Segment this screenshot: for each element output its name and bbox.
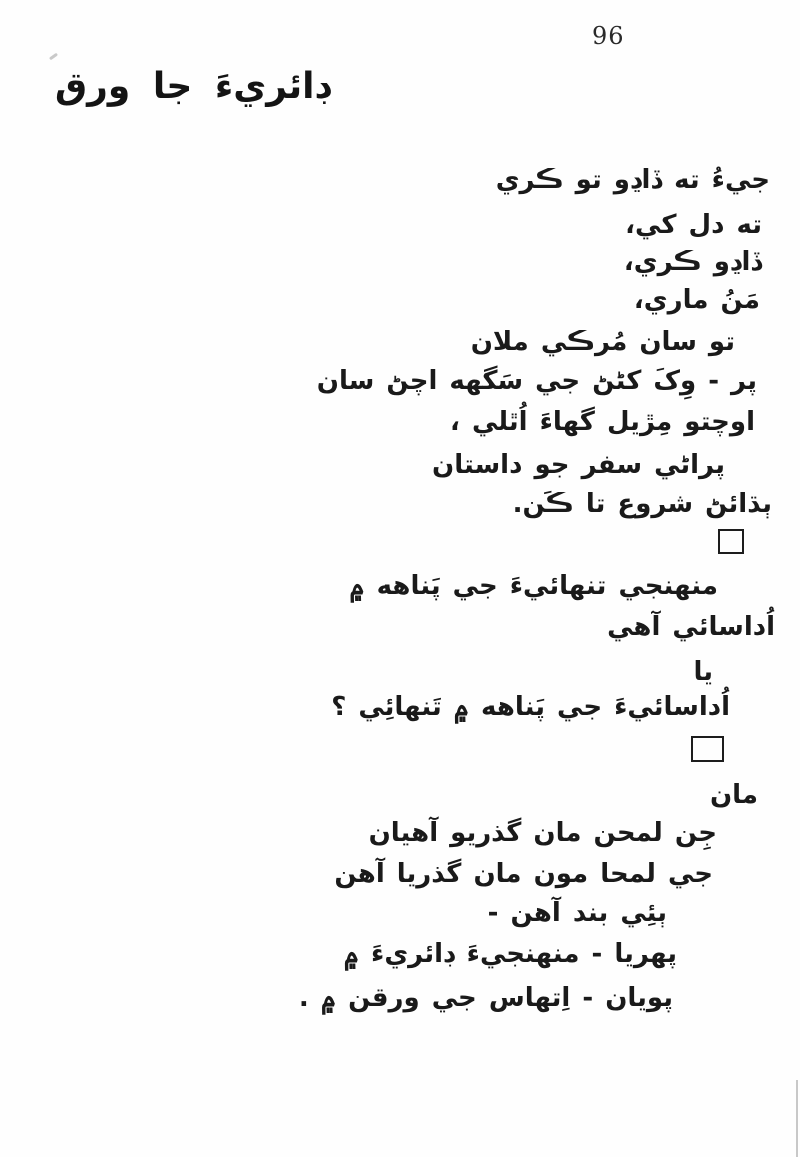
page-number: 96 xyxy=(592,22,625,50)
poem-line: مَنُ ماري، xyxy=(633,285,760,315)
stanza-divider-square xyxy=(718,529,744,554)
poem-line: تو سان مُرڪي ملان xyxy=(470,327,735,357)
poem-title: ڊائريءَ جا ورق xyxy=(55,66,331,107)
poem-line: منهنجي تنهائيءَ جي پَناهه ۾ xyxy=(349,571,718,601)
poem-line: اُداسائي آهي xyxy=(607,612,775,642)
poem-line: پويان - اِتهاس جي ورقن ۾ . xyxy=(298,983,673,1013)
scan-edge-artifact xyxy=(796,1080,798,1157)
stanza-divider-square xyxy=(691,736,724,762)
poem-line: پهريا - منهنجيءَ ڊائريءَ ۾ xyxy=(343,939,677,969)
poem-line: جي لمحا مون مان گذريا آهن xyxy=(334,859,713,889)
poem-line: اُداسائيءَ جي پَناهه ۾ تَنهائِي ؟ xyxy=(331,692,730,722)
poem-line: يا xyxy=(693,657,713,687)
poem-line: پر - وِکَ کڻڻ جي سَگهه اچڻ سان xyxy=(316,366,757,396)
scan-artifact-speck xyxy=(49,53,58,61)
poem-line: مان xyxy=(709,780,758,810)
poem-line: اوچتو مِڙيل گهاءَ اُٿلي ، xyxy=(450,407,755,437)
poem-line: ته دل کي، xyxy=(625,210,762,240)
poem-line: جِن لمحن مان گذريو آهيان xyxy=(368,818,717,848)
poem-line: پراڻي سفر جو داستان xyxy=(432,450,725,480)
poem-line: ٻڌائڻ شروع تا ڪَن. xyxy=(512,489,772,519)
poem-line: ٻئِي بند آهن - xyxy=(487,898,667,928)
poem-line: جيءُ ته ڏاڍو تو ڪري xyxy=(495,165,770,195)
poem-line: ڏاڍو ڪري، xyxy=(623,247,762,277)
